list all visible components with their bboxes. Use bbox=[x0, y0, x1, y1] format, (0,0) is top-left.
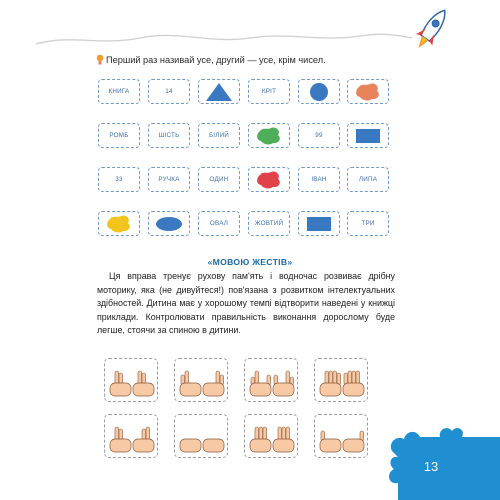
gesture-card bbox=[314, 358, 368, 402]
word-card bbox=[148, 167, 190, 192]
ellipse-icon bbox=[154, 214, 184, 234]
word-card-label: ЛИПА bbox=[358, 176, 378, 183]
shape-card bbox=[347, 79, 389, 104]
gesture-card bbox=[174, 358, 228, 402]
word-card-label: БІЛИЙ bbox=[208, 132, 230, 139]
word-card-label: ІВАН bbox=[311, 176, 327, 183]
gesture-card bbox=[244, 358, 298, 402]
word-card bbox=[248, 79, 290, 104]
circle-shape bbox=[310, 83, 328, 101]
hands-gesture-8-icon bbox=[315, 415, 369, 459]
shape-card bbox=[298, 211, 340, 236]
word-card-label: ТРИ bbox=[361, 220, 375, 227]
lightbulb-icon bbox=[96, 54, 104, 66]
circle-icon bbox=[304, 82, 334, 102]
word-card bbox=[148, 123, 190, 148]
shape-card bbox=[347, 123, 389, 148]
word-card bbox=[347, 211, 389, 236]
word-card bbox=[98, 123, 140, 148]
blob-icon bbox=[353, 82, 383, 102]
naming-grid bbox=[98, 79, 388, 237]
word-card-label: 99 bbox=[315, 132, 323, 139]
rectangle-icon bbox=[304, 214, 334, 234]
word-card-label: КНИГА bbox=[108, 88, 130, 95]
blob-icon bbox=[254, 170, 284, 190]
shape-card bbox=[98, 211, 140, 236]
hands-gesture-1-icon bbox=[105, 359, 159, 403]
gesture-card bbox=[104, 414, 158, 458]
gesture-card bbox=[244, 414, 298, 458]
ellipse-shape bbox=[156, 217, 182, 231]
hands-gesture-2-icon bbox=[175, 359, 229, 403]
blob-shape bbox=[257, 127, 280, 144]
word-card bbox=[148, 79, 190, 104]
word-card-label: РОМБ bbox=[109, 132, 129, 139]
gesture-card bbox=[174, 414, 228, 458]
hands-gesture-7-icon bbox=[245, 415, 299, 459]
rocket-icon bbox=[414, 2, 448, 58]
word-card-label: ОВАЛ bbox=[209, 220, 229, 227]
shape-card bbox=[298, 79, 340, 104]
shape-card bbox=[198, 79, 240, 104]
word-card-label: 14 bbox=[165, 88, 173, 95]
rectangle-icon bbox=[353, 126, 383, 146]
blob-shape bbox=[257, 171, 280, 188]
page-number: 13 bbox=[423, 459, 439, 474]
word-card bbox=[347, 167, 389, 192]
shape-card bbox=[248, 123, 290, 148]
word-card bbox=[98, 79, 140, 104]
word-card bbox=[198, 123, 240, 148]
gesture-card bbox=[104, 358, 158, 402]
section-heading: «МОВОЮ ЖЕСТІВ» bbox=[207, 257, 293, 267]
word-card bbox=[298, 123, 340, 148]
word-card bbox=[248, 211, 290, 236]
word-card-label: ОДИН bbox=[209, 176, 229, 183]
word-card bbox=[298, 167, 340, 192]
exercise-description: Ця вправа тренує рухову пам'ять і водночас розвиває дрібну моторику, яка (не дивуйтеся!) пов'язана з розвитком інтелектуальних здібностей. Дитина має у хорошому темпі відтворити наведені у книжці приклади. Контролювати правильність виконання дорослому буде легше, стоячи за спиною в дитини. bbox=[97, 271, 395, 336]
instruction bbox=[96, 54, 396, 68]
word-card bbox=[198, 167, 240, 192]
word-card bbox=[98, 167, 140, 192]
word-card-label: 33 bbox=[115, 176, 123, 183]
instruction-text: Перший раз називай усе, другий — усе, крім чисел. bbox=[106, 55, 326, 65]
word-card-label: КРІТ bbox=[261, 88, 277, 95]
triangle-icon bbox=[204, 82, 234, 102]
gesture-card bbox=[314, 414, 368, 458]
shape-card bbox=[248, 167, 290, 192]
blob-shape bbox=[356, 83, 379, 100]
hands-gesture-6-icon bbox=[175, 415, 229, 459]
word-card-label: ШІСТЬ bbox=[158, 132, 180, 139]
blob-shape bbox=[107, 215, 130, 232]
shape-card bbox=[148, 211, 190, 236]
hands-gesture-3-icon bbox=[245, 359, 299, 403]
rectangle-shape bbox=[307, 217, 331, 231]
word-card-label: РУЧКА bbox=[158, 176, 180, 183]
hands-gesture-4-icon bbox=[315, 359, 369, 403]
hands-gesture-5-icon bbox=[105, 415, 159, 459]
blob-icon bbox=[254, 126, 284, 146]
triangle-shape bbox=[206, 83, 232, 101]
word-card-label: ЖОВТИЙ bbox=[254, 220, 284, 227]
word-card bbox=[198, 211, 240, 236]
blob-icon bbox=[104, 214, 134, 234]
rectangle-shape bbox=[356, 129, 380, 143]
